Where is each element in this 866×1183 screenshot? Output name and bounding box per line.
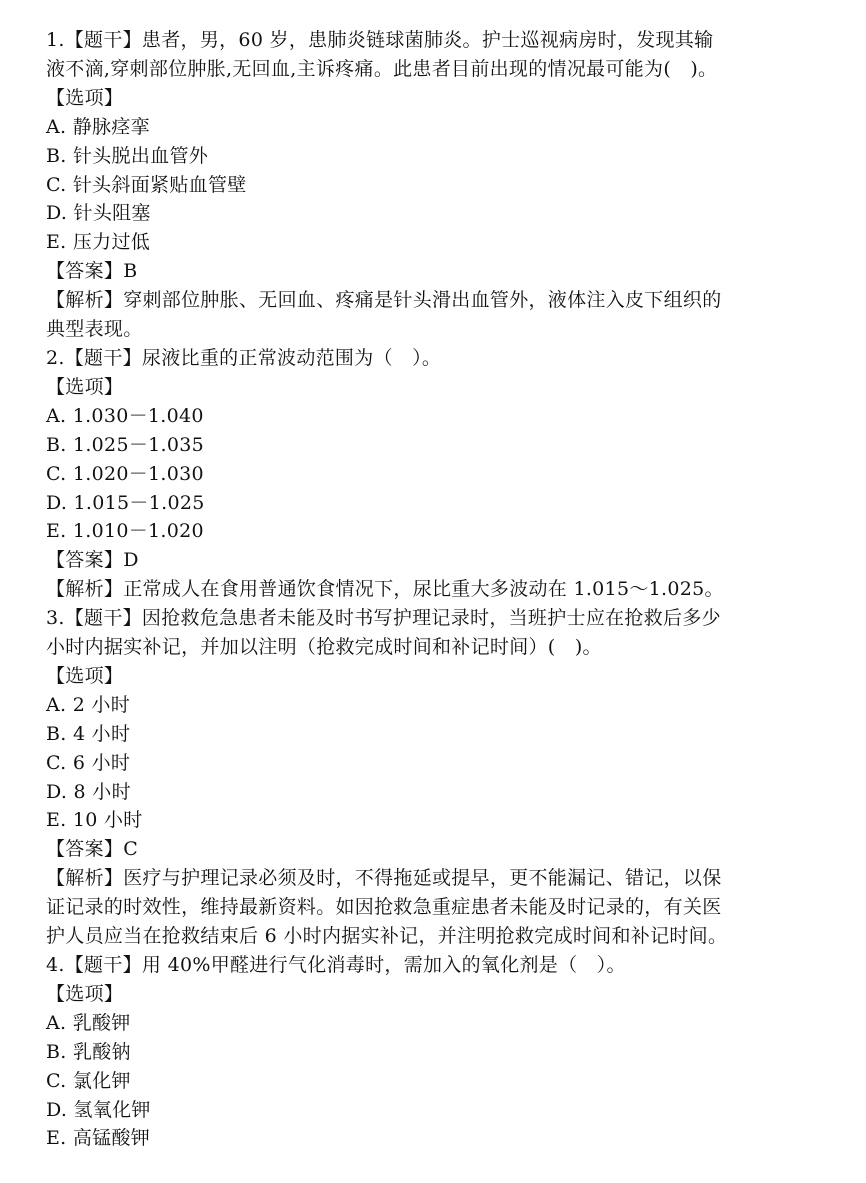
question-stem: 液不滴,穿刺部位肿胀,无回血,主诉疼痛。此患者目前出现的情况最可能为( )。 [46, 57, 718, 80]
option-d: D. 1.015－1.025 [46, 491, 205, 514]
option-a: A. 2 小时 [46, 693, 131, 716]
option-e: E. 压力过低 [46, 231, 151, 254]
option-b: B. 乳酸钠 [46, 1040, 131, 1063]
analysis: 证记录的时效性，维持最新资料。如因抢救急重症患者未能及时记录的，有关医 [46, 896, 722, 919]
analysis: 典型表现。 [46, 318, 143, 341]
question-stem: 4.【题干】用 40%甲醛进行气化消毒时，需加入的氧化剂是（ ）。 [46, 954, 626, 976]
option-d: D. 氢氧化钾 [46, 1098, 151, 1121]
option-a: A. 1.030－1.040 [46, 404, 204, 427]
analysis: 护人员应当在抢救结束后 6 小时内据实补记，并注明抢救完成时间和补记时间。 [46, 925, 728, 948]
question-4 [46, 951, 826, 1153]
analysis: 【解析】医疗与护理记录必须及时，不得拖延或提早，更不能漏记、错记，以保 [46, 867, 722, 890]
option-d: D. 针头阻塞 [46, 202, 151, 225]
option-b: B. 1.025－1.035 [46, 433, 205, 456]
option-a: A. 静脉痉挛 [46, 115, 150, 138]
option-e: E. 高锰酸钾 [46, 1127, 151, 1150]
option-c: C. 1.020－1.030 [46, 462, 204, 485]
options-header: 【选项】 [46, 664, 124, 687]
question-stem: 1.【题干】患者，男，60 岁，患肺炎链球菌肺炎。护士巡视病房时，发现其输 [46, 29, 714, 51]
question-3 [46, 604, 826, 951]
options-header: 【选项】 [46, 86, 124, 109]
analysis: 【解析】正常成人在食用普通饮食情况下，尿比重大多波动在 1.015～1.025。 [46, 578, 724, 601]
option-b: B. 4 小时 [46, 722, 131, 745]
option-e: E. 1.010－1.020 [46, 520, 204, 543]
answer: 【答案】D [46, 549, 139, 572]
question-2 [46, 344, 826, 604]
option-a: A. 乳酸钾 [46, 1011, 131, 1034]
option-c: C. 6 小时 [46, 751, 131, 774]
question-stem: 小时内据实补记，并加以注明（抢救完成时间和补记时间）( )。 [46, 636, 602, 659]
option-c: C. 针头斜面紧贴血管壁 [46, 173, 247, 196]
question-stem: 3.【题干】因抢救危急患者未能及时书写护理记录时，当班护士应在抢救后多少 [46, 607, 721, 630]
option-b: B. 针头脱出血管外 [46, 144, 209, 167]
answer: 【答案】C [46, 838, 139, 861]
document-page [46, 26, 826, 1153]
option-e: E. 10 小时 [46, 809, 143, 832]
question-1 [46, 26, 826, 344]
option-c: C. 氯化钾 [46, 1069, 131, 1092]
options-header: 【选项】 [46, 982, 124, 1005]
answer: 【答案】B [46, 260, 138, 283]
question-stem: 2.【题干】尿液比重的正常波动范围为（ ）。 [46, 346, 442, 369]
analysis: 【解析】穿刺部位肿胀、无回血、疼痛是针头滑出血管外，液体注入皮下组织的 [46, 289, 722, 312]
option-d: D. 8 小时 [46, 780, 131, 803]
options-header: 【选项】 [46, 375, 124, 398]
